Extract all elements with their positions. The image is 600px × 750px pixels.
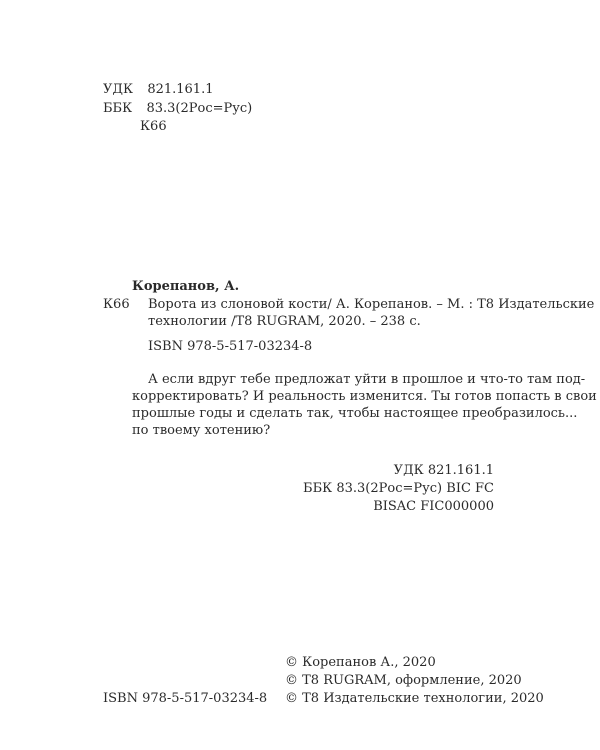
record-description-line: технологии /Т8 RUGRAM, 2020. – 238 с.	[148, 314, 421, 329]
udk-top	[103, 81, 213, 98]
annotation-line: прошлые годы и сделать так, чтобы настоящее преобразилось...	[132, 406, 578, 421]
bbk-top	[103, 100, 252, 117]
copyright-block	[285, 654, 544, 707]
copyright-line: © Т8 Издательские технологии, 2020	[285, 691, 544, 706]
udk-value: 821.161.1	[147, 82, 214, 97]
copyright-line: © Корепанов А., 2020	[285, 655, 436, 670]
udk-right: УДК 821.161.1	[393, 463, 494, 478]
right-codes	[303, 462, 494, 515]
bisac-right: BISAC FIC000000	[373, 499, 494, 514]
record-description-line: Ворота из слоновой кости/ А. Корепанов. – М. : Т8 Издательские	[148, 297, 595, 312]
author-heading: Корепанов, А.	[132, 279, 240, 294]
footer-isbn: ISBN 978-5-517-03234-8	[103, 691, 268, 706]
record-description	[148, 296, 594, 330]
bbk-value: 83.3(2Рос=Рус)	[146, 101, 253, 116]
record-isbn: ISBN 978-5-517-03234-8	[148, 339, 313, 354]
annotation-line: А если вдруг тебе предложат уйти в прошлое и что-то там под-	[148, 372, 586, 387]
annotation-line: корректировать? И реальность изменится. Ты готов попасть в свои	[132, 389, 597, 404]
annotation	[132, 371, 597, 439]
author-mark-top: К66	[140, 119, 167, 134]
bbk-right: ББК 83.3(2Рос=Рус) BIC FC	[303, 481, 494, 496]
udk-label: УДК	[103, 82, 134, 97]
author-mark: К66	[103, 297, 130, 312]
bbk-label: ББК	[103, 101, 133, 116]
copyright-line: © Т8 RUGRAM, оформление, 2020	[285, 673, 522, 688]
annotation-line: по твоему хотению?	[132, 423, 271, 438]
